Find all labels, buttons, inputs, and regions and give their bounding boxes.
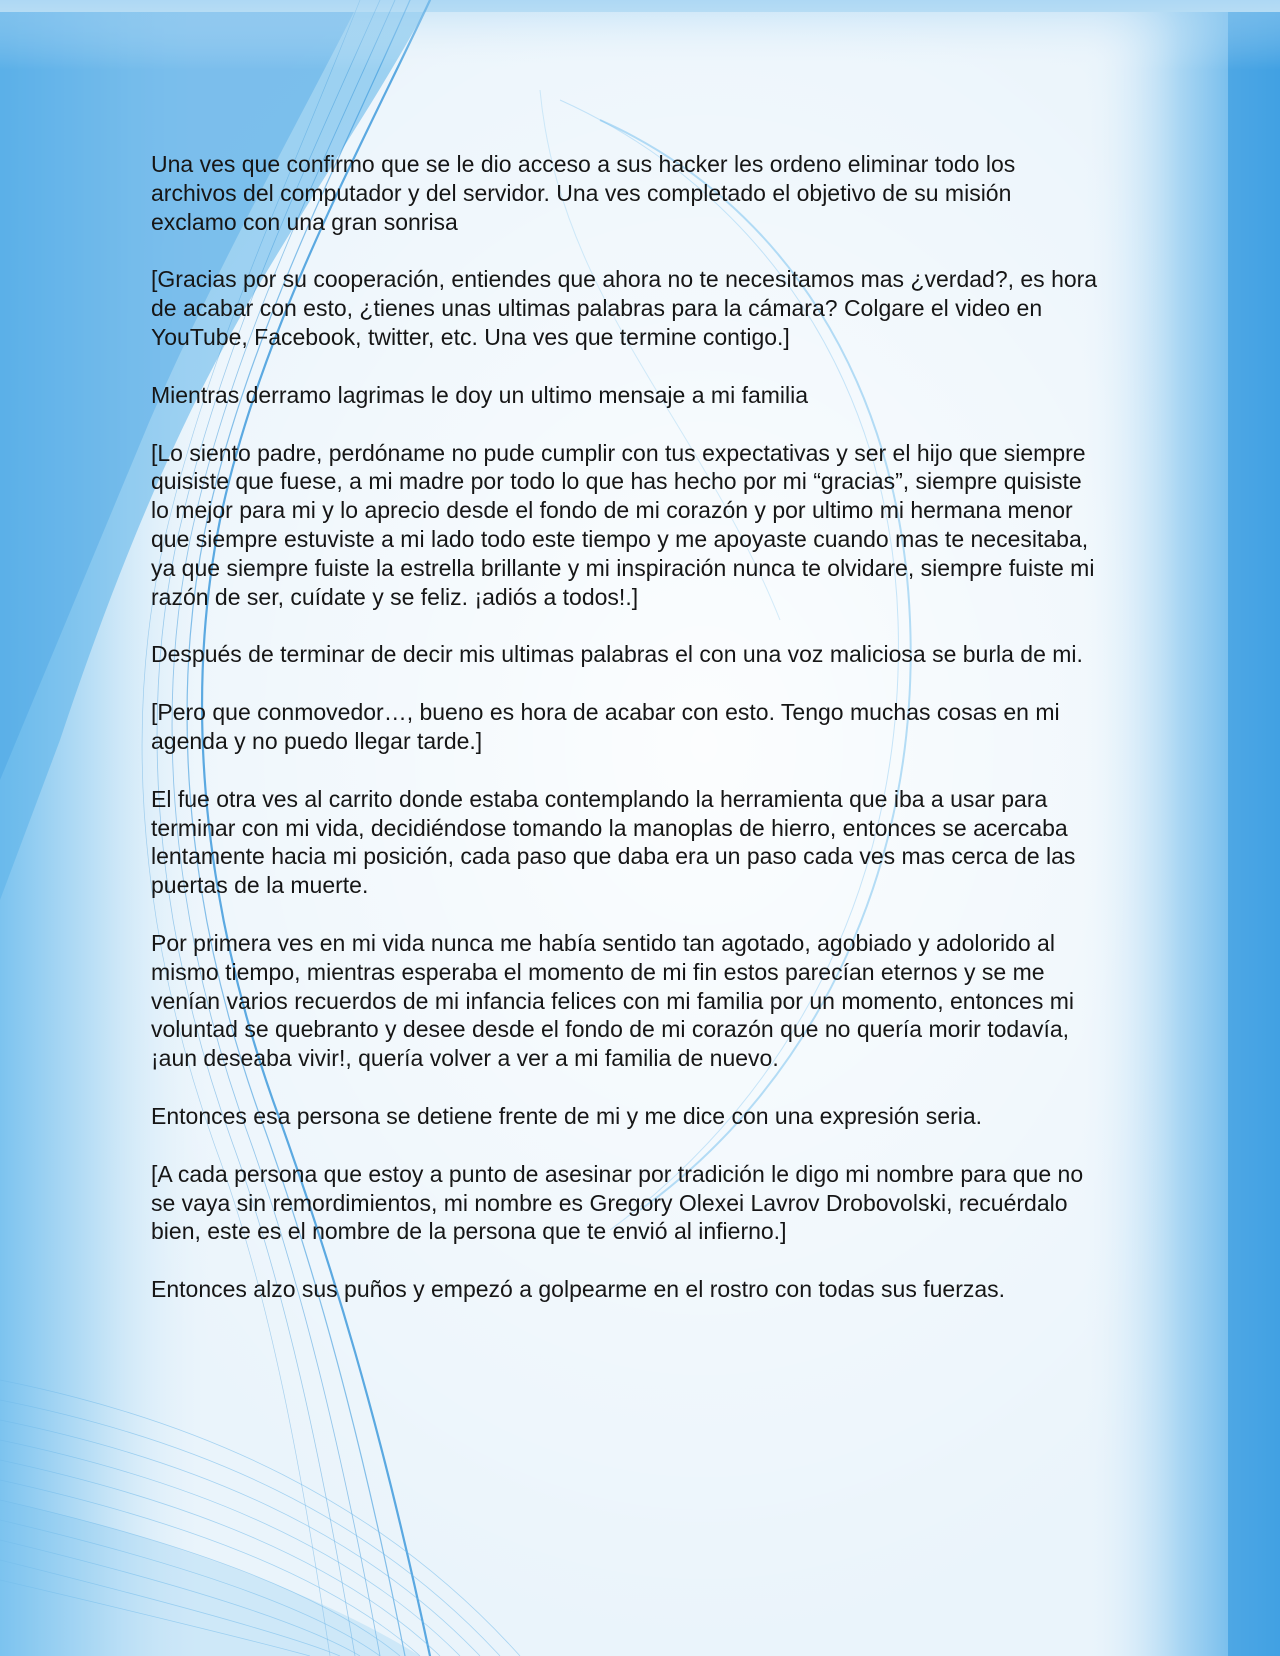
paragraph: [A cada persona que estoy a punto de asesinar por tradición le digo mi nombre para que no se vaya sin remordimientos, mi nombre es Gregory Olexei Lavrov Drobovolski, recuérdalo bien, este es el nombre de la persona que te envió al infierno.] (151, 1160, 1084, 1245)
paragraph: Una ves que confirmo que se le dio acceso a sus hacker les ordeno eliminar todo los archivos del computador y del servidor. Una ves completado el objetivo de su misión exclamo con una gran sonrisa (151, 151, 1016, 235)
paragraph: Por primera ves en mi vida nunca me había sentido tan agotado, agobiado y adolorido al mismo tiempo, mientras esperaba el momento de mi fin estos parecían eternos y se me venían varios recuerdos de mi infancia felices con mi familia por un momento, entonces mi voluntad se quebranto y desee desde el fondo de mi corazón que no quería morir todavía, ¡aun deseaba vivir!, quería volver a ver a mi familia de nuevo. (151, 929, 1074, 1072)
paragraph: [Pero que conmovedor…, bueno es hora de acabar con esto. Tengo muchas cosas en mi agenda y no puedo llegar tarde.] (151, 699, 1060, 754)
paragraph: Entonces alzo sus puños y empezó a golpearme en el rostro con todas sus fuerzas. (151, 1276, 1006, 1303)
paragraph: Mientras derramo lagrimas le doy un ultimo mensaje a mi familia (151, 381, 809, 408)
paragraph: Después de terminar de decir mis ultimas palabras el con una voz maliciosa se burla de mi. (151, 641, 1083, 668)
paragraph: El fue otra ves al carrito donde estaba contemplando la herramienta que iba a usar para terminar con mi vida, decidiéndose tomando la manoplas de hierro, entonces se acercaba lentamente hacia mi posición, cada paso que daba era un paso cada ves mas cerca de las puertas de la muerte. (151, 785, 1076, 899)
document-body (151, 150, 1101, 1333)
paragraph: [Gracias por su cooperación, entiendes que ahora no te necesitamos mas ¿verdad?, es hora de acabar con esto, ¿tienes unas ultimas palabras para la cámara? Colgare el video en YouTube, Facebook, twitter, etc. Una ves que termine contigo.] (151, 266, 1098, 350)
paragraph: [Lo siento padre, perdóname no pude cumplir con tus expectativas y ser el hijo que siempre quisiste que fuese, a mi madre por todo lo que has hecho por mi “gracias”, siempre quisiste lo mejor para mi y lo aprecio desde el fondo de mi corazón y por ultimo mi hermana menor que siempre estuviste a mi lado todo este tiempo y me apoyaste cuando mas te necesitaba, ya que siempre fuiste la estrella brillante y mi inspiración nunca te olvidare, siempre fuiste mi razón de ser, cuídate y se feliz. ¡adiós a todos!.] (151, 439, 1095, 610)
paragraph: Entonces esa persona se detiene frente de mi y me dice con una expresión seria. (151, 1102, 983, 1129)
